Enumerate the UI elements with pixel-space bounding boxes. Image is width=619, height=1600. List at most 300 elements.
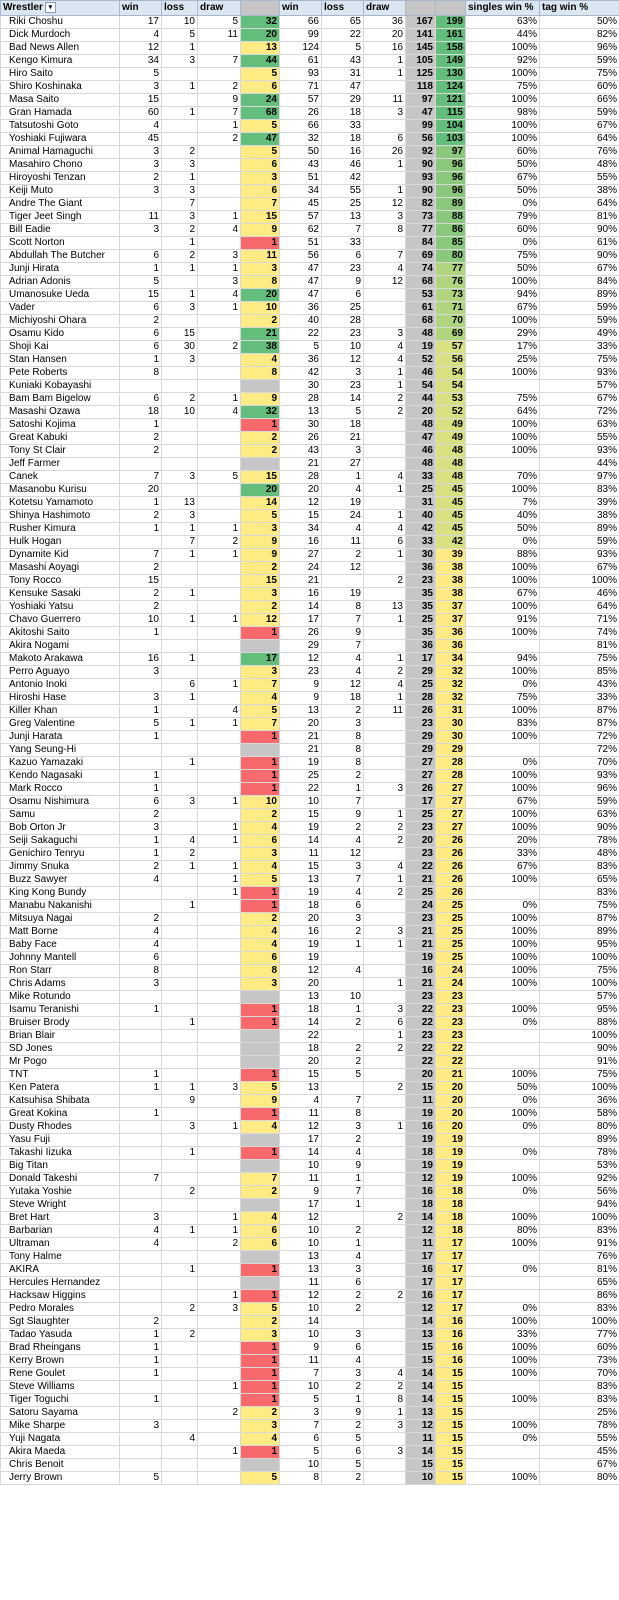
singles-total[interactable]: 5 [241,874,280,887]
tag-win[interactable]: 22 [280,1030,322,1043]
singles-win[interactable]: 2 [120,562,162,575]
grand-total[interactable]: 104 [436,120,466,133]
singles-draw[interactable] [198,939,241,952]
tag-win[interactable]: 50 [280,146,322,159]
tag-draw[interactable]: 2 [364,835,406,848]
tag-win-pct[interactable]: 38% [540,510,619,523]
tag-draw[interactable] [364,1303,406,1316]
singles-win-pct[interactable]: 17% [466,341,540,354]
grand-total[interactable]: 76 [436,276,466,289]
singles-win[interactable]: 6 [120,393,162,406]
singles-win[interactable] [120,900,162,913]
singles-total[interactable]: 1 [241,237,280,250]
singles-loss[interactable] [162,705,198,718]
singles-loss[interactable]: 1 [162,861,198,874]
table-row[interactable] [1,1368,619,1381]
singles-win-pct[interactable]: 100% [466,120,540,133]
singles-loss[interactable]: 1 [162,523,198,536]
singles-total[interactable]: 3 [241,588,280,601]
tag-win-pct[interactable]: 67% [540,393,619,406]
tag-draw[interactable]: 3 [364,926,406,939]
singles-draw[interactable] [198,1420,241,1433]
singles-total[interactable]: 3 [241,1329,280,1342]
singles-draw[interactable]: 2 [198,341,241,354]
singles-draw[interactable]: 11 [198,29,241,42]
tag-win-pct[interactable]: 93% [540,445,619,458]
grand-total[interactable]: 19 [436,1173,466,1186]
tag-win-pct[interactable]: 46% [540,588,619,601]
table-row[interactable] [1,484,619,497]
singles-loss[interactable]: 2 [162,1329,198,1342]
tag-total[interactable]: 30 [406,549,436,562]
singles-win-pct[interactable]: 0% [466,1095,540,1108]
grand-total[interactable]: 54 [436,367,466,380]
singles-draw[interactable] [198,42,241,55]
singles-win[interactable] [120,1121,162,1134]
tag-win[interactable]: 25 [280,770,322,783]
grand-total[interactable]: 27 [436,822,466,835]
grand-total[interactable]: 17 [436,1277,466,1290]
singles-draw[interactable] [198,172,241,185]
tag-win[interactable]: 16 [280,588,322,601]
wrestler-name[interactable]: Manabu Nakanishi [1,900,120,913]
wrestler-name[interactable]: Donald Takeshi [1,1173,120,1186]
singles-loss[interactable]: 1 [162,42,198,55]
singles-win-pct[interactable]: 0% [466,1264,540,1277]
tag-total[interactable]: 25 [406,679,436,692]
tag-win-pct[interactable]: 100% [540,1316,619,1329]
tag-loss[interactable]: 12 [322,354,364,367]
tag-total[interactable]: 68 [406,276,436,289]
singles-loss[interactable] [162,562,198,575]
tag-win[interactable]: 22 [280,328,322,341]
tag-win[interactable]: 12 [280,1290,322,1303]
table-row[interactable] [1,1095,619,1108]
singles-win[interactable]: 1 [120,770,162,783]
wrestler-name[interactable]: Makoto Arakawa [1,653,120,666]
tag-total[interactable]: 15 [406,1355,436,1368]
wrestler-name[interactable]: Bad News Allen [1,42,120,55]
tag-total[interactable]: 125 [406,68,436,81]
tag-win-pct[interactable]: 67% [540,120,619,133]
table-row[interactable] [1,978,619,991]
table-row[interactable] [1,406,619,419]
tag-loss[interactable]: 1 [322,1238,364,1251]
singles-win-pct[interactable]: 83% [466,718,540,731]
wrestler-name[interactable]: Satoru Sayama [1,1407,120,1420]
singles-loss[interactable]: 2 [162,250,198,263]
singles-win[interactable] [120,640,162,653]
singles-loss[interactable] [162,94,198,107]
tag-loss[interactable]: 28 [322,315,364,328]
singles-win-pct[interactable]: 67% [466,796,540,809]
tag-draw[interactable]: 12 [364,198,406,211]
singles-draw[interactable] [198,692,241,705]
tag-loss[interactable]: 9 [322,627,364,640]
singles-win[interactable]: 1 [120,354,162,367]
singles-win-pct[interactable]: 100% [466,666,540,679]
wrestler-name[interactable]: Buzz Sawyer [1,874,120,887]
singles-loss[interactable] [162,783,198,796]
singles-draw[interactable] [198,1160,241,1173]
tag-loss[interactable]: 18 [322,419,364,432]
tag-draw[interactable]: 1 [364,653,406,666]
grand-total[interactable]: 199 [436,16,466,29]
tag-total[interactable]: 25 [406,484,436,497]
grand-total[interactable]: 38 [436,562,466,575]
tag-total[interactable]: 145 [406,42,436,55]
wrestler-name[interactable]: Rene Goulet [1,1368,120,1381]
wrestler-name[interactable]: Shinya Hashimoto [1,510,120,523]
singles-win[interactable]: 6 [120,796,162,809]
singles-loss[interactable] [162,1043,198,1056]
tag-win-pct[interactable]: 83% [540,1394,619,1407]
grand-total[interactable]: 53 [436,393,466,406]
tag-win-pct[interactable]: 45% [540,1446,619,1459]
singles-win-pct[interactable]: 50% [466,1082,540,1095]
tag-loss[interactable]: 8 [322,1108,364,1121]
singles-draw[interactable] [198,1316,241,1329]
tag-total[interactable]: 48 [406,458,436,471]
tag-win[interactable]: 30 [280,380,322,393]
singles-win-pct[interactable]: 100% [466,1004,540,1017]
tag-total[interactable]: 42 [406,523,436,536]
tag-win-pct[interactable]: 83% [540,1225,619,1238]
singles-loss[interactable] [162,1459,198,1472]
grand-total[interactable]: 38 [436,588,466,601]
tag-draw[interactable]: 3 [364,211,406,224]
singles-win-pct[interactable]: 29% [466,328,540,341]
singles-loss[interactable] [162,1056,198,1069]
tag-draw[interactable] [364,1433,406,1446]
tag-draw[interactable]: 4 [364,471,406,484]
singles-win-pct[interactable]: 100% [466,133,540,146]
tag-win[interactable]: 47 [280,263,322,276]
tag-loss[interactable]: 2 [322,549,364,562]
singles-win-pct[interactable]: 0% [466,757,540,770]
tag-win-pct[interactable]: 85% [540,666,619,679]
wrestler-name[interactable]: Greg Valentine [1,718,120,731]
singles-total[interactable]: 3 [241,1420,280,1433]
singles-win-pct[interactable]: 100% [466,1238,540,1251]
singles-total[interactable] [241,1160,280,1173]
tag-draw[interactable]: 1 [364,939,406,952]
singles-win[interactable]: 2 [120,809,162,822]
singles-total[interactable]: 20 [241,289,280,302]
singles-total[interactable]: 15 [241,471,280,484]
table-row[interactable] [1,1342,619,1355]
table-row[interactable] [1,718,619,731]
wrestler-name[interactable]: Riki Choshu [1,16,120,29]
singles-total[interactable]: 10 [241,796,280,809]
grand-total[interactable]: 34 [436,653,466,666]
grand-total[interactable]: 52 [436,406,466,419]
singles-total[interactable]: 8 [241,965,280,978]
singles-total[interactable]: 1 [241,900,280,913]
singles-win[interactable]: 18 [120,406,162,419]
singles-win[interactable] [120,679,162,692]
singles-win-pct[interactable] [466,1277,540,1290]
singles-loss[interactable] [162,432,198,445]
tag-total[interactable]: 21 [406,874,436,887]
tag-win-pct[interactable]: 80% [540,1472,619,1485]
tag-win-header[interactable]: win [280,1,322,16]
grand-total[interactable]: 73 [436,289,466,302]
singles-win-pct[interactable]: 100% [466,939,540,952]
singles-win-pct[interactable]: 75% [466,393,540,406]
table-row[interactable] [1,562,619,575]
tag-draw[interactable] [364,1238,406,1251]
singles-draw[interactable]: 2 [198,536,241,549]
tag-total[interactable]: 40 [406,510,436,523]
grand-total[interactable]: 124 [436,81,466,94]
tag-total[interactable]: 68 [406,315,436,328]
wrestler-name[interactable]: King Kong Bundy [1,887,120,900]
wrestler-name[interactable]: Hiroyoshi Tenzan [1,172,120,185]
singles-win[interactable]: 1 [120,1004,162,1017]
singles-win-pct[interactable]: 64% [466,406,540,419]
tag-win[interactable]: 43 [280,445,322,458]
grand-total[interactable]: 85 [436,237,466,250]
grand-total[interactable]: 17 [436,1303,466,1316]
singles-win[interactable]: 2 [120,861,162,874]
tag-total[interactable]: 167 [406,16,436,29]
singles-win-pct[interactable]: 100% [466,783,540,796]
table-row[interactable] [1,263,619,276]
singles-total[interactable] [241,1199,280,1212]
singles-draw[interactable] [198,1329,241,1342]
tag-draw[interactable]: 1 [364,614,406,627]
tag-win[interactable]: 51 [280,237,322,250]
grand-total[interactable]: 48 [436,471,466,484]
singles-total[interactable]: 1 [241,757,280,770]
tag-loss[interactable]: 2 [322,926,364,939]
singles-total[interactable]: 4 [241,1433,280,1446]
table-row[interactable] [1,1147,619,1160]
singles-total[interactable]: 3 [241,978,280,991]
table-row[interactable] [1,328,619,341]
tag-win-pct[interactable]: 96% [540,42,619,55]
singles-win[interactable] [120,1056,162,1069]
singles-draw[interactable] [198,1472,241,1485]
table-row[interactable] [1,848,619,861]
tag-draw[interactable]: 2 [364,666,406,679]
table-row[interactable] [1,796,619,809]
tag-loss[interactable]: 2 [322,1056,364,1069]
singles-loss[interactable] [162,809,198,822]
singles-draw[interactable] [198,1459,241,1472]
singles-loss[interactable] [162,1446,198,1459]
tag-total[interactable]: 29 [406,731,436,744]
tag-loss[interactable]: 47 [322,81,364,94]
tag-win-pct[interactable]: 90% [540,250,619,263]
tag-total[interactable]: 24 [406,900,436,913]
singles-loss[interactable] [162,1277,198,1290]
tag-win[interactable]: 18 [280,900,322,913]
singles-loss[interactable]: 1 [162,1017,198,1030]
table-row[interactable] [1,692,619,705]
singles-win[interactable] [120,1199,162,1212]
singles-draw[interactable] [198,367,241,380]
tag-win[interactable]: 20 [280,913,322,926]
singles-loss[interactable]: 13 [162,497,198,510]
table-row[interactable] [1,1381,619,1394]
tag-loss[interactable]: 23 [322,263,364,276]
tag-win[interactable]: 10 [280,796,322,809]
singles-draw[interactable] [198,562,241,575]
tag-win-pct[interactable]: 91% [540,1238,619,1251]
tag-total[interactable]: 12 [406,1420,436,1433]
singles-total[interactable]: 2 [241,315,280,328]
singles-loss[interactable]: 1 [162,1082,198,1095]
tag-win[interactable]: 14 [280,1316,322,1329]
wrestler-name[interactable]: Jeff Farmer [1,458,120,471]
tag-pct-header[interactable]: tag win % [540,1,619,16]
tag-loss[interactable]: 12 [322,679,364,692]
tag-loss[interactable]: 7 [322,874,364,887]
tag-win-pct[interactable]: 55% [540,1433,619,1446]
tag-win[interactable]: 13 [280,406,322,419]
singles-win[interactable]: 1 [120,705,162,718]
singles-loss[interactable]: 4 [162,1433,198,1446]
tag-total[interactable]: 19 [406,341,436,354]
tag-draw[interactable] [364,120,406,133]
singles-draw[interactable] [198,1030,241,1043]
singles-loss[interactable] [162,1004,198,1017]
singles-total[interactable]: 15 [241,575,280,588]
tag-total[interactable]: 22 [406,1004,436,1017]
grand-total[interactable]: 17 [436,1251,466,1264]
tag-total[interactable]: 17 [406,1277,436,1290]
tag-loss[interactable]: 7 [322,614,364,627]
singles-win-pct[interactable] [466,458,540,471]
tag-draw[interactable]: 1 [364,809,406,822]
tag-win-pct[interactable]: 94% [540,1199,619,1212]
singles-total[interactable]: 3 [241,848,280,861]
table-row[interactable] [1,198,619,211]
tag-total[interactable]: 19 [406,1108,436,1121]
tag-draw[interactable] [364,172,406,185]
tag-win-pct[interactable]: 93% [540,770,619,783]
singles-total[interactable]: 10 [241,302,280,315]
tag-win[interactable]: 26 [280,432,322,445]
grand-total[interactable]: 88 [436,211,466,224]
singles-loss[interactable]: 1 [162,614,198,627]
tag-win[interactable]: 10 [280,1303,322,1316]
tag-total[interactable]: 74 [406,263,436,276]
tag-total[interactable]: 48 [406,328,436,341]
singles-total[interactable]: 13 [241,42,280,55]
tag-draw[interactable]: 1 [364,874,406,887]
singles-total[interactable] [241,1251,280,1264]
tag-loss[interactable]: 19 [322,497,364,510]
singles-draw[interactable]: 1 [198,796,241,809]
singles-win[interactable]: 2 [120,172,162,185]
tag-win-pct[interactable]: 75% [540,653,619,666]
tag-draw[interactable] [364,1056,406,1069]
singles-win[interactable]: 1 [120,1394,162,1407]
tag-win[interactable]: 17 [280,1199,322,1212]
tag-win-pct[interactable]: 89% [540,289,619,302]
singles-loss[interactable] [162,731,198,744]
tag-total[interactable]: 18 [406,1199,436,1212]
singles-total[interactable]: 8 [241,276,280,289]
singles-win[interactable]: 10 [120,614,162,627]
tag-win-pct[interactable]: 82% [540,29,619,42]
singles-total[interactable]: 1 [241,887,280,900]
tag-win[interactable]: 12 [280,965,322,978]
singles-win-pct[interactable]: 50% [466,159,540,172]
singles-draw[interactable] [198,419,241,432]
tag-win-pct[interactable]: 100% [540,1082,619,1095]
tag-draw[interactable]: 6 [364,536,406,549]
singles-draw[interactable] [198,237,241,250]
singles-win-pct[interactable]: 100% [466,276,540,289]
tag-total[interactable]: 21 [406,939,436,952]
tag-win-pct[interactable]: 53% [540,1160,619,1173]
singles-win-pct[interactable]: 100% [466,1420,540,1433]
singles-total[interactable]: 3 [241,172,280,185]
tag-total[interactable]: 36 [406,640,436,653]
singles-draw[interactable]: 1 [198,822,241,835]
singles-loss[interactable] [162,1212,198,1225]
singles-draw[interactable]: 1 [198,211,241,224]
singles-win[interactable] [120,1251,162,1264]
tag-win[interactable]: 57 [280,94,322,107]
singles-win-pct[interactable]: 67% [466,172,540,185]
grand-total[interactable]: 32 [436,679,466,692]
singles-win[interactable]: 7 [120,549,162,562]
tag-loss[interactable]: 22 [322,29,364,42]
tag-win[interactable]: 99 [280,29,322,42]
tag-draw[interactable]: 3 [364,328,406,341]
singles-total[interactable]: 44 [241,55,280,68]
singles-win[interactable]: 3 [120,1420,162,1433]
singles-draw[interactable] [198,1134,241,1147]
singles-win[interactable]: 2 [120,588,162,601]
singles-loss[interactable] [162,276,198,289]
grand-total[interactable]: 31 [436,705,466,718]
singles-loss[interactable]: 2 [162,224,198,237]
tag-loss[interactable]: 6 [322,900,364,913]
tag-draw[interactable]: 1 [364,510,406,523]
tag-win-pct[interactable]: 63% [540,419,619,432]
singles-draw[interactable]: 1 [198,718,241,731]
singles-draw[interactable] [198,757,241,770]
tag-win-pct[interactable]: 87% [540,718,619,731]
tag-win-pct[interactable]: 93% [540,549,619,562]
tag-loss[interactable]: 16 [322,146,364,159]
grand-total[interactable]: 20 [436,1121,466,1134]
singles-draw[interactable] [198,146,241,159]
singles-total[interactable]: 3 [241,263,280,276]
tag-win-pct[interactable]: 83% [540,1381,619,1394]
wrestler-name[interactable]: Masashi Ozawa [1,406,120,419]
wrestler-name[interactable]: Mr Pogo [1,1056,120,1069]
singles-win[interactable]: 8 [120,367,162,380]
tag-win[interactable]: 26 [280,107,322,120]
tag-draw[interactable] [364,237,406,250]
singles-total[interactable]: 2 [241,445,280,458]
grand-total[interactable]: 29 [436,744,466,757]
tag-total[interactable]: 16 [406,1121,436,1134]
singles-draw[interactable] [198,1004,241,1017]
wrestler-name[interactable]: Akira Nogami [1,640,120,653]
tag-win-pct[interactable]: 75% [540,354,619,367]
singles-loss[interactable]: 3 [162,159,198,172]
tag-total[interactable]: 77 [406,224,436,237]
tag-win[interactable]: 51 [280,172,322,185]
